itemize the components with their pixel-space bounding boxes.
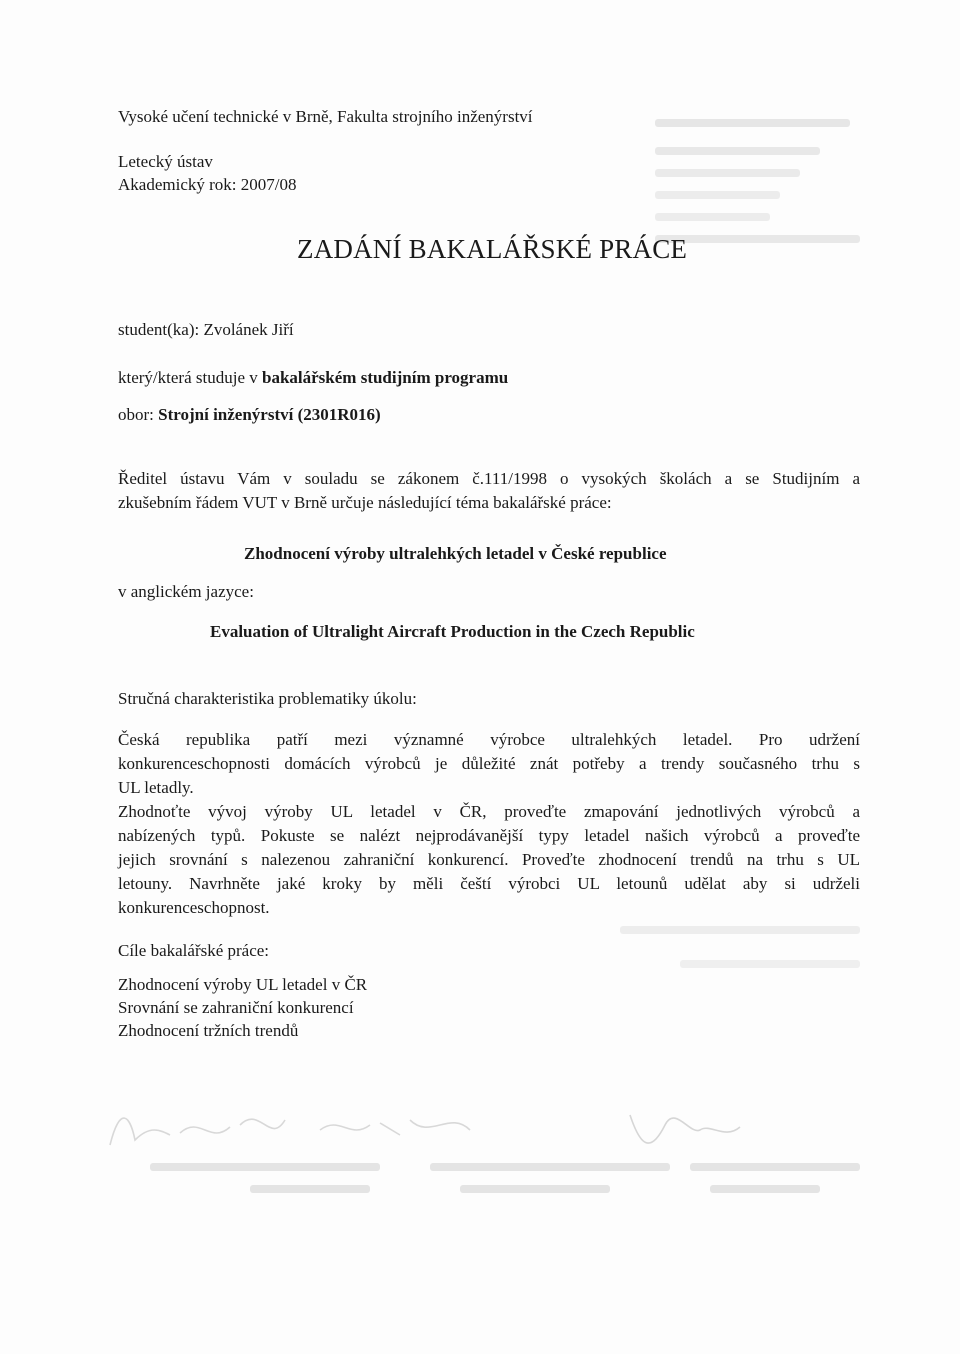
signature-captions bbox=[150, 1163, 860, 1193]
signatures-area bbox=[90, 1085, 870, 1215]
topic-english: Evaluation of Ultralight Aircraft Production in the Czech Republic bbox=[210, 622, 695, 641]
institute-line: Letecký ústav bbox=[118, 152, 213, 171]
right-signature bbox=[630, 1115, 740, 1143]
document-title: ZADÁNÍ BAKALÁŘSKÉ PRÁCE bbox=[297, 234, 688, 264]
field-line bbox=[118, 406, 381, 423]
university-line: Vysoké učení technické v Brně, Fakulta strojního inženýrství bbox=[118, 107, 533, 126]
intro-line-2: zkušebním řádem VUT v Brně určuje následující téma bakalářské práce: bbox=[118, 493, 612, 512]
left-signature bbox=[110, 1118, 470, 1145]
program-name: bakalářském studijním programu bbox=[262, 368, 509, 387]
field-prefix: obor: bbox=[118, 405, 159, 424]
characteristics-line-6: jejich srovnání s nalezenou zahraniční konkurencí. Proveďte zhodnocení trendů na trhu s UL bbox=[118, 850, 860, 869]
topic-czech: Zhodnocení výroby ultralehkých letadel v České republice bbox=[244, 544, 667, 563]
show-through-block-2 bbox=[620, 920, 860, 980]
english-label: v anglickém jazyce: bbox=[118, 582, 254, 601]
intro-line-1: Ředitel ústavu Vám v souladu se zákonem č.111/1998 o vysokých školách a se Studijním a bbox=[118, 469, 860, 488]
field-name: Strojní inženýrství (2301R016) bbox=[158, 405, 381, 424]
characteristics-line-5: nabízených typů. Pokuste se nalézt nejprodávanější typy letadel našich výrobců a proveďte bbox=[118, 826, 860, 845]
student-label: student(ka): bbox=[118, 320, 204, 339]
goal-item-3: Zhodnocení tržních trendů bbox=[118, 1021, 299, 1040]
student-line bbox=[118, 321, 294, 338]
characteristics-line-3: UL letadly. bbox=[118, 778, 194, 797]
goal-item-2: Srovnání se zahraniční konkurencí bbox=[118, 998, 354, 1017]
characteristics-line-1: Česká republika patří mezi významné výrobce ultralehkých letadel. Pro udržení bbox=[118, 730, 860, 749]
goals-heading: Cíle bakalářské práce: bbox=[118, 941, 270, 960]
characteristics-line-4: Zhodnoťte vývoj výroby UL letadel v ČR, proveďte zmapování jednotlivých výrobců a bbox=[118, 802, 860, 821]
program-line bbox=[118, 369, 508, 386]
characteristics-line-8: konkurenceschopnost. bbox=[118, 898, 270, 917]
program-prefix: který/která studuje v bbox=[118, 368, 262, 387]
characteristics-line-7: letouny. Navrhněte jaké kroky by měli čeští výrobci UL letounů udělat aby si udrželi bbox=[118, 874, 860, 893]
characteristics-line-2: konkurenceschopnosti domácích výrobců je důležité znát potřeby a trendy současného trhu s bbox=[118, 754, 860, 773]
characteristics-heading: Stručná charakteristika problematiky úkolu: bbox=[118, 689, 417, 708]
academic-year-line: Akademický rok: 2007/08 bbox=[118, 175, 297, 194]
student-name: Zvolánek Jiří bbox=[203, 320, 294, 339]
goal-item-1: Zhodnocení výroby UL letadel v ČR bbox=[118, 975, 368, 994]
